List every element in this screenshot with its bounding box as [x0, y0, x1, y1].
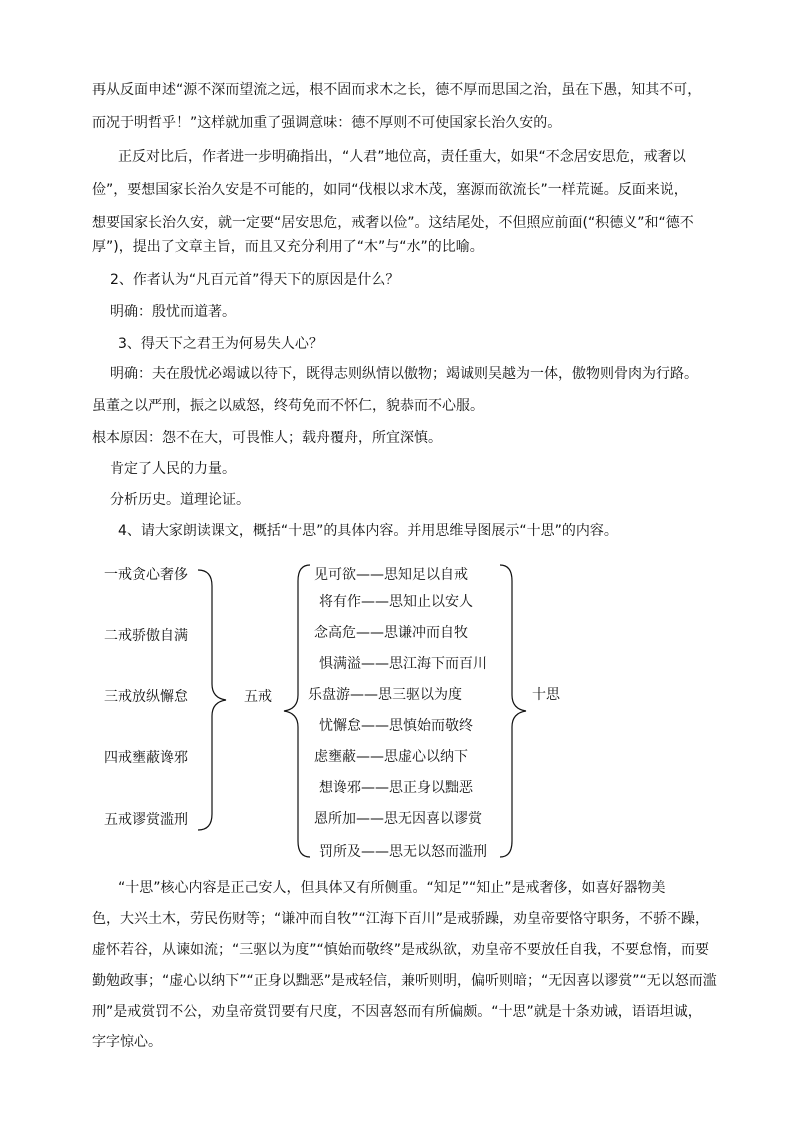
- summary-line: 字字惊心。: [92, 1034, 162, 1050]
- answer-3-line: 虽董之以严刑，振之以威怒，终苟免而不怀仁，貌恭而不心服。: [92, 398, 484, 414]
- left-item: 三戒放纵懈怠: [104, 689, 188, 705]
- question-4: 4、请大家朗读课文，概括“十思”的具体内容。并用思维导图展示“十思”的内容。: [118, 523, 618, 539]
- left-brace-icon: [282, 563, 312, 859]
- thought-item: 惧满溢——思江海下而百川: [319, 656, 487, 672]
- summary-line: “十思”核心内容是正己安人，但具体又有所侧重。“知足”“知止”是戒奢侈，如喜好器物美: [118, 880, 666, 896]
- left-item: 一戒贪心奢侈: [104, 567, 188, 583]
- thought-item: 恩所加——思无因喜以谬赏: [314, 811, 482, 827]
- paragraph-line: 俭”，要想国家长治久安是不可能的，如同“伐根以求木茂，塞源而欲流长”一样荒诞。反面来说，: [92, 182, 688, 198]
- right-brace-icon: [196, 568, 230, 832]
- question-3: 3、得天下之君王为何易失人心？: [118, 336, 323, 352]
- left-item: 五戒谬赏滥刑: [104, 812, 188, 828]
- analysis-text: 分析历史。道理论证。: [110, 492, 250, 508]
- thought-item: 罚所及——思无以怒而滥刑: [319, 844, 487, 860]
- thought-item: 见可欲——思知足以自戒: [314, 567, 468, 583]
- right-brace-icon: [498, 563, 528, 859]
- paragraph-line: 再从反面申述“源不深而望流之远，根不固而求木之长，德不厚而思国之治，虽在下愚，知其不可，: [92, 82, 702, 98]
- right-label: 十思: [532, 687, 560, 703]
- thought-item: 乐盘游——思三驱以为度: [308, 687, 462, 703]
- question-2: 2、作者认为“凡百元首”得天下的原因是什么？: [110, 272, 400, 288]
- paragraph-line: 而况于明哲乎！”这样就加重了强调意味：德不厚则不可使国家长治久安的。: [92, 115, 562, 131]
- thought-item: 忧懈怠——思慎始而敬终: [319, 718, 473, 734]
- thought-item: 虑壅蔽——思虚心以纳下: [314, 749, 468, 765]
- thought-item: 想谗邪——思正身以黜恶: [319, 780, 473, 796]
- middle-label: 五戒: [244, 689, 272, 705]
- paragraph-line: 正反对比后，作者进一步明确指出，“人君”地位高，责任重大，如果“不念居安思危，戒奢以: [118, 149, 686, 165]
- answer-3-line: 明确：夫在殷忧必竭诚以待下，既得志则纵情以傲物；竭诚则吴越为一体，傲物则骨肉为行路。: [110, 366, 698, 382]
- summary-line: 刑”是戒赏罚不公，劝皇帝赏罚要有尺度，不因喜怒而有所偏颇。“十思”就是十条劝诫，语语坦诚，: [92, 1004, 702, 1020]
- affirm-text: 肯定了人民的力量。: [110, 461, 236, 477]
- summary-line: 色，大兴土木，劳民伤财等；“谦冲而自牧”“江海下百川”是戒骄躁，劝皇帝要恪守职务，不骄不躁，: [92, 911, 710, 927]
- thought-item: 念高危——思谦冲而自牧: [314, 625, 468, 641]
- summary-line: 勤勉政事；“虚心以纳下”“正身以黜恶”是戒轻信，兼听则明，偏听则暗；“无因喜以谬赏”“无以怒而滥: [92, 973, 717, 989]
- left-item: 四戒壅蔽谗邪: [104, 750, 188, 766]
- thought-item: 将有作——思知止以安人: [319, 594, 473, 610]
- paragraph-line: 厚”)，提出了文章主旨，而且又充分利用了“木”与“水”的比喻。: [92, 239, 484, 255]
- answer-2: 明确：殷忧而道著。: [110, 304, 236, 320]
- paragraph-line: 想要国家长治久安，就一定要“居安思危，戒奢以俭”。这结尾处，不但照应前面(“积德义”和“德不: [92, 215, 694, 231]
- root-cause: 根本原因：怨不在大，可畏惟人；载舟覆舟，所宜深慎。: [92, 430, 442, 446]
- summary-line: 虚怀若谷，从谏如流；“三驱以为度”“慎始而敬终”是戒纵欲，劝皇帝不要放任自我，不要怠惰，而要: [92, 942, 710, 958]
- left-item: 二戒骄傲自满: [104, 628, 188, 644]
